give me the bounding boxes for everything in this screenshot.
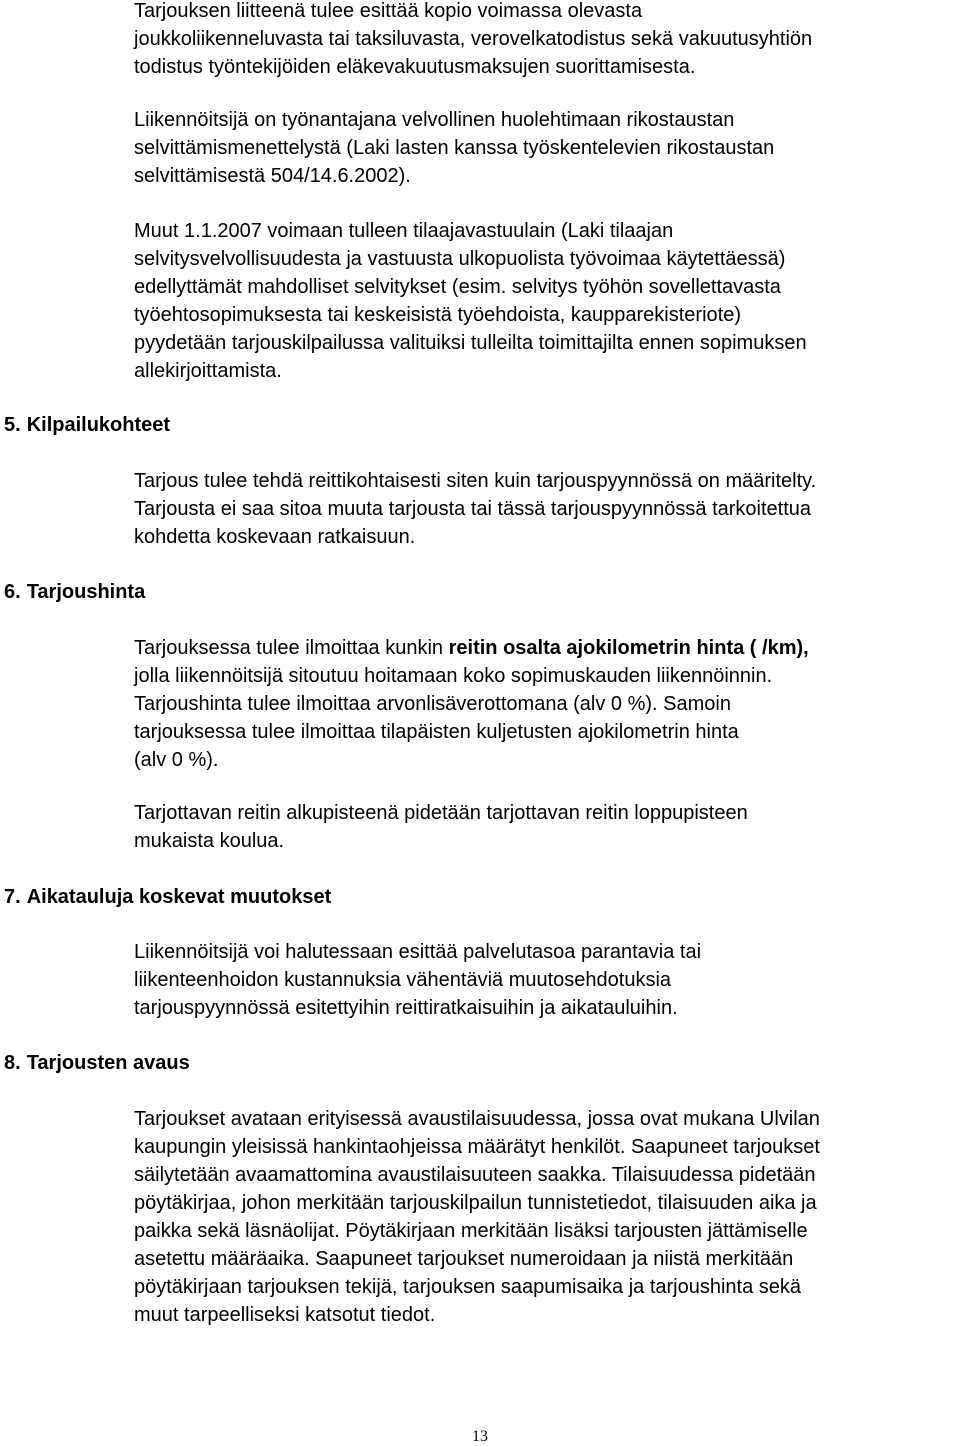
heading-title: Kilpailukohteet — [26, 414, 171, 436]
heading-aikataulumuutokset — [4, 883, 331, 911]
page-number: 13 — [472, 1428, 488, 1445]
paragraph-attachments: Tarjouksen liitteenä tulee esittää kopio voimassa olevasta joukkoliikenneluvasta tai taksiluvasta, verovelkatodistus sekä vakuutusyhtiön todistus työntekijöiden eläkevakuutusmaksujen suorittamisesta. — [134, 0, 813, 78]
pricing-bold-text — [449, 637, 809, 659]
paragraph-change-proposals: Liikennöitsijä voi halutessaan esittää palvelutasoa parantavia tai liikenteenhoidon kustannuksia vähentäviä muutosehdotuksia tarjouspyynnössä esitettyihin reittiratkaisuihin ja aikatauluihin. — [134, 941, 702, 1019]
heading-kilpailukohteet — [4, 411, 170, 439]
paragraph-criminal-background: Liikennöitsijä on työnantajana velvollinen huolehtimaan rikostaustan selvittämismenettelystä (Laki lasten kanssa työskentelevien rikostaustan selvittämisestä 504/14.6.2002). — [134, 109, 775, 187]
heading-title: Aikatauluja koskevat muutokset — [26, 886, 332, 908]
pricing-text-start: Tarjouksessa tulee ilmoittaa kunkin — [134, 637, 449, 659]
paragraph-contractor-liability: Muut 1.1.2007 voimaan tulleen tilaajavastuulain (Laki tilaajan selvitysvelvollisuudesta ja vastuusta ulkopuolista työvoimaa käytettäessä) edellyttämät mahdolliset selvitykset (esim. selvitys työhön sovellettavasta työehtosopimuksesta tai keskeisistä työehdoista, kaupparekisteriote) pyydetään tarjouskilpailussa valituiksi tulleilta toimittajilta ennen sopimuksen allekirjoittamista. — [134, 220, 807, 382]
paragraph-route-start: Tarjottavan reitin alkupisteenä pidetään tarjottavan reitin loppupisteen mukaista koulua. — [134, 802, 748, 852]
paragraph-opening: Tarjoukset avataan erityisessä avaustilaisuudessa, jossa ovat mukana Ulvilan kaupungin yleisissä hankintaohjeissa määrätyt henkilöt. Saapuneet tarjoukset säilytetään avaamattomina avaustilaisuuteen saakka. Tilaisuudessa pidetään pöytäkirjaa, johon merkitään tarjouskilpailun tunnistetiedot, tilaisuuden aika ja paikka sekä läsnäolijat. Pöytäkirjaan merkitään lisäksi tarjousten jättämiselle asetettu määräaika. Saapuneet tarjoukset numeroidaan ja niistä merkitään pöytäkirjaan tarjouksen tekijä, tarjouksen saapumisaika ja tarjoushinta sekä muut tarpeelliseksi katsotut tiedot. — [134, 1108, 820, 1326]
heading-tarjousten-avaus — [4, 1049, 190, 1077]
pricing-bold-tail: /km), — [756, 637, 809, 659]
heading-number: 5. — [4, 414, 21, 436]
heading-number: 8. — [4, 1052, 21, 1074]
pricing-bold-lead: reitin osalta ajokilometrin hinta ( — [448, 637, 757, 659]
paragraph-pricing — [134, 634, 960, 774]
heading-title: Tarjoushinta — [26, 581, 146, 603]
pricing-text-rest: jolla liikennöitsijä sitoutuu hoitamaan koko sopimuskauden liikennöinnin. Tarjoushinta tulee ilmoittaa arvonlisäverottomana (alv 0 %). Samoin tarjouksessa tulee ilmoittaa tilapäisten kuljetusten ajokilometrin hinta (alv 0 %). — [134, 665, 773, 771]
heading-tarjoushinta — [4, 578, 145, 606]
heading-number: 7. — [4, 886, 21, 908]
heading-number: 6. — [4, 581, 21, 603]
heading-title: Tarjousten avaus — [26, 1052, 190, 1074]
paragraph-route-offer: Tarjous tulee tehdä reittikohtaisesti siten kuin tarjouspyynnössä on määritelty. Tarjousta ei saa sitoa muuta tarjousta tai tässä tarjouspyynnössä tarkoitettua kohdetta koskevaan ratkaisuun. — [134, 470, 817, 548]
